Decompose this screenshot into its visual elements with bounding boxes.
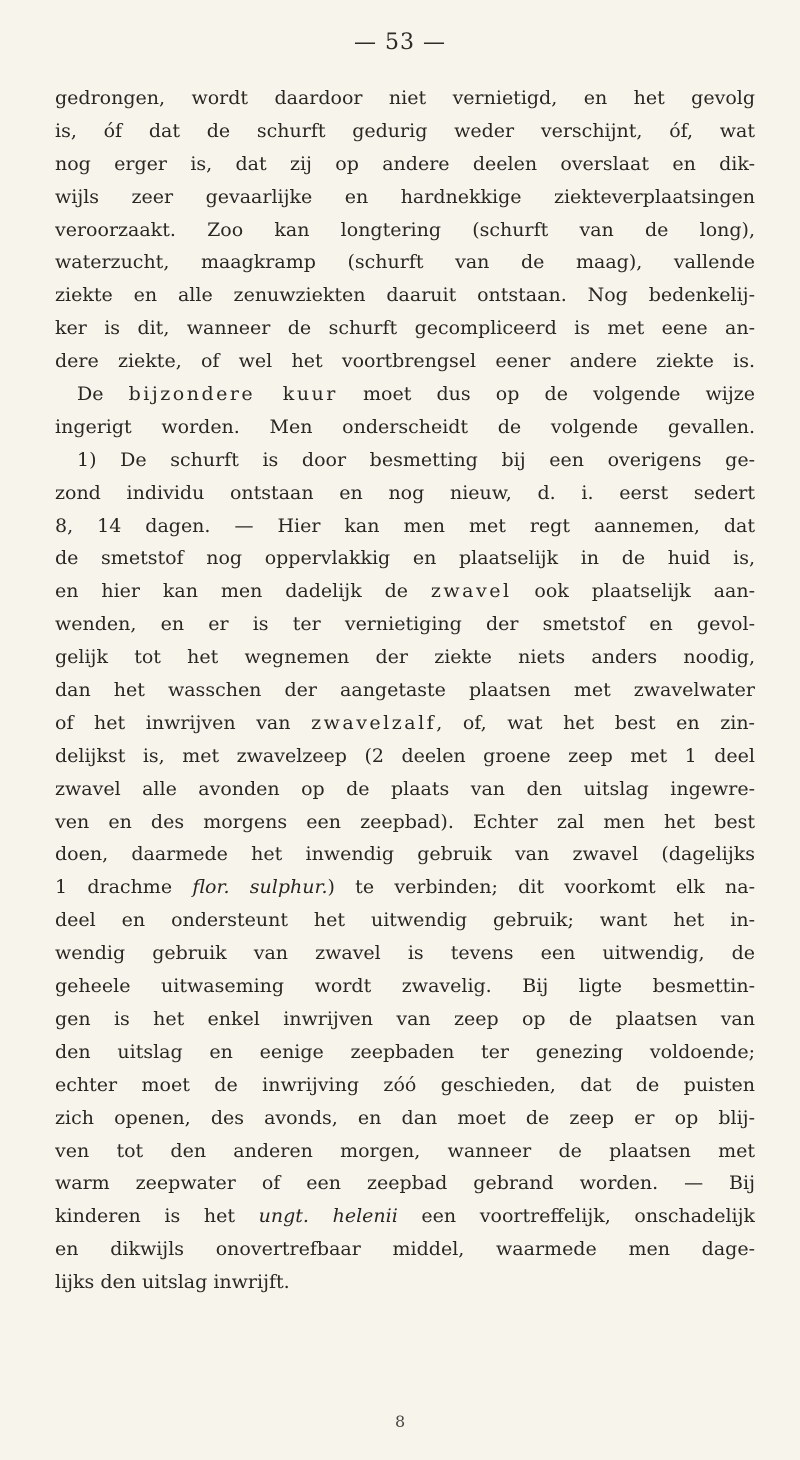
text-line: lijks den uitslag inwrijft.: [55, 1271, 290, 1294]
text-line: [55, 707, 755, 740]
text-line: [55, 575, 755, 608]
text-run: of het inwrijven van: [55, 711, 312, 734]
text-line: waterzucht, maagkramp (schurft van de maag), vallende: [55, 251, 755, 274]
latin-term: ungt. helenii: [258, 1205, 398, 1228]
text-run: moet dus op de volgende wijze: [337, 383, 755, 406]
text-line: wenden, en er is ter vernietiging der smetstof en gevol-: [55, 613, 755, 636]
text-run: , of, wat het best en zin-: [436, 711, 755, 734]
text-line: 1) De schurft is door besmetting bij een overigens ge-: [77, 448, 755, 471]
text-line: wendig gebruik van zwavel is tevens een uitwendig, de: [55, 942, 755, 965]
text-run: kinderen is het: [55, 1205, 259, 1228]
text-line: [55, 1200, 755, 1233]
text-line: [55, 378, 755, 411]
text-line: [55, 871, 755, 904]
text-line: wijls zeer gevaarlijke en hardnekkige ziekteverplaatsingen: [55, 185, 755, 208]
text-line: delijkst is, met zwavelzeep (2 deelen groene zeep met 1 deel: [55, 744, 755, 767]
text-line: zond individu ontstaan en nog nieuw, d. i. eerst sedert: [55, 481, 755, 504]
text-line: nog erger is, dat zij op andere deelen overslaat en dik-: [55, 152, 755, 175]
text-line: geheele uitwaseming wordt zwavelig. Bij ligte besmettin-: [55, 975, 755, 998]
text-line: gelijk tot het wegnemen der ziekte niets anders noodig,: [55, 646, 755, 669]
text-line: zich openen, des avonds, en dan moet de zeep er op blij-: [55, 1106, 755, 1129]
text-run: een voortreffelijk, onschadelijk: [397, 1205, 755, 1228]
text-line: den uitslag en eenige zeepbaden ter genezing voldoende;: [55, 1040, 755, 1063]
text-line: ker is dit, wanneer de schurft gecompliceerd is met eene an-: [55, 317, 755, 340]
signature-mark: 8: [395, 1412, 406, 1431]
text-line: warm zeepwater of een zeepbad gebrand worden. — Bij: [55, 1172, 755, 1195]
page-number: — 53 —: [354, 30, 446, 55]
text-line: ziekte en alle zenuwziekten daaruit ontstaan. Nog bedenkelij-: [55, 284, 755, 307]
text-line: ven en des morgens een zeepbad). Echter zal men het best: [55, 810, 755, 833]
text-run: ) te verbinden; dit voorkomt elk na-: [327, 876, 755, 899]
text-line: deel en ondersteunt het uitwendig gebruik; want het in-: [55, 909, 755, 932]
emphasized-term: zwavel: [430, 580, 512, 603]
text-line: en dikwijls onovertrefbaar middel, waarmede men dage-: [55, 1238, 755, 1261]
text-line: gedrongen, wordt daardoor niet vernietigd, en het gevolg: [55, 87, 755, 109]
text-line: gen is het enkel inwrijven van zeep op de plaatsen van: [55, 1007, 755, 1030]
text-line: zwavel alle avonden op de plaats van den uitslag ingewre-: [55, 777, 755, 800]
text-line: doen, daarmede het inwendig gebruik van zwavel (dagelijks: [55, 843, 755, 866]
text-line: 8, 14 dagen. — Hier kan men met regt aannemen, dat: [55, 514, 755, 537]
text-run: ook plaatselijk aan-: [511, 580, 755, 603]
text-line: de smetstof nog oppervlakkig en plaatselijk in de huid is,: [55, 547, 755, 570]
text-line: dere ziekte, of wel het voortbrengsel eener andere ziekte is.: [55, 350, 755, 373]
text-run: en hier kan men dadelijk de: [55, 580, 431, 603]
text-run: 1 drachme: [55, 876, 193, 899]
text-line: dan het wasschen der aangetaste plaatsen met zwavelwater: [55, 679, 755, 702]
text-line: ven tot den anderen morgen, wanneer de plaatsen met: [55, 1139, 755, 1162]
text-line: ingerigt worden. Men onderscheidt de volgende gevallen.: [55, 415, 755, 438]
emphasized-term: bijzondere kuur: [128, 383, 338, 406]
latin-term: flor. sulphur.: [192, 876, 328, 899]
text-line: echter moet de inwrijving zóó geschieden, dat de puisten: [55, 1073, 755, 1096]
text-run: De: [77, 383, 129, 406]
emphasized-term: zwavelzalf: [311, 711, 437, 734]
body-text: [55, 82, 755, 1299]
text-line: is, óf dat de schurft gedurig weder verschijnt, óf, wat: [55, 119, 755, 142]
text-line: veroorzaakt. Zoo kan longtering (schurft van de long),: [55, 218, 755, 241]
